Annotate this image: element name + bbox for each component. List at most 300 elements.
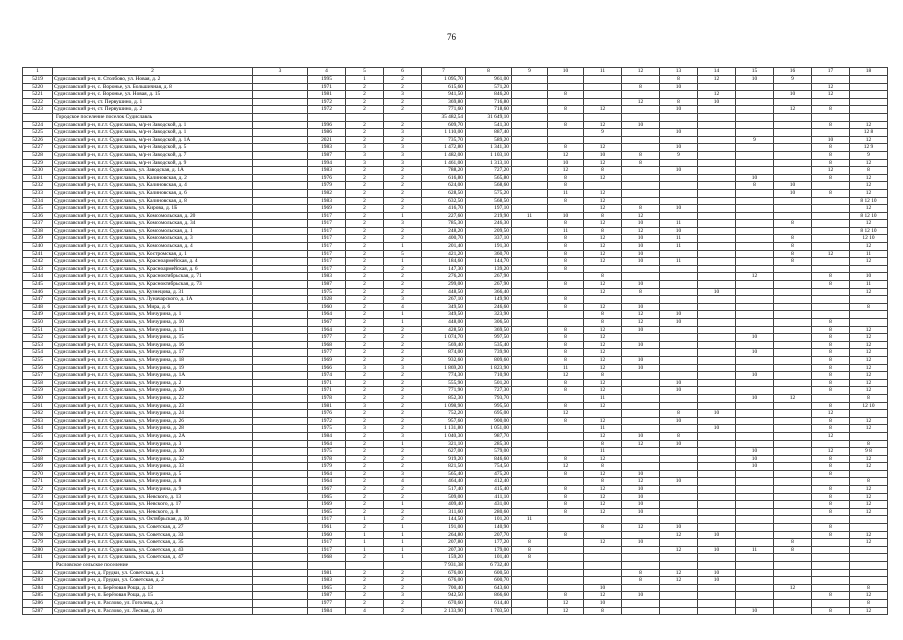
period-cell: 12 — [584, 432, 622, 440]
period-cell — [622, 129, 660, 137]
period-cell — [660, 341, 698, 349]
entrances: 2 — [384, 356, 422, 364]
living-area: 306,50 — [466, 319, 512, 327]
period-cell: 12 — [850, 326, 888, 334]
year-built: 2021 — [308, 136, 346, 144]
row-number: 5268 — [23, 455, 53, 463]
floors: 2 — [346, 341, 384, 349]
row-number: 5234 — [23, 197, 53, 205]
address: Судиславский р-н, д. Грудки, ул. Советская, д. 1 — [53, 569, 253, 577]
period-cell — [812, 546, 850, 554]
period-cell: 8 — [548, 486, 584, 494]
living-area: 149,90 — [466, 296, 512, 304]
period-cell — [736, 516, 774, 524]
cell — [253, 592, 308, 600]
period-cell — [698, 470, 736, 478]
living-area: 727,30 — [466, 387, 512, 395]
total-area: 852,30 — [422, 394, 466, 402]
floors: 4 — [346, 607, 384, 615]
period-cell — [850, 577, 888, 585]
entrances: 2 — [384, 273, 422, 281]
period-cell — [512, 265, 548, 273]
period-cell: 10 — [622, 258, 660, 266]
period-cell — [736, 83, 774, 91]
period-cell: 8 — [584, 524, 622, 532]
table-row — [23, 311, 888, 319]
column-number: 18 — [850, 68, 888, 76]
period-cell — [548, 440, 584, 448]
period-cell: 8 — [548, 341, 584, 349]
total-area: 1 131,80 — [422, 425, 466, 433]
entrances: 2 — [384, 121, 422, 129]
floors: 1 — [346, 531, 384, 539]
period-cell: 8 — [812, 273, 850, 281]
period-cell — [622, 136, 660, 144]
address: Судиславский р-н, п.г.т. Судиславль, ул. Советская, д. 35 — [53, 539, 253, 547]
period-cell — [812, 113, 850, 121]
period-cell: 10 — [622, 250, 660, 258]
period-cell — [698, 372, 736, 380]
period-cell: 10 — [736, 394, 774, 402]
address: Судиславский р-н, п.г.т. Судиславль, ул. Мичурина, д. 28 — [53, 425, 253, 433]
floors: 2 — [346, 387, 384, 395]
period-cell — [660, 501, 698, 509]
period-cell — [850, 516, 888, 524]
period-cell — [698, 174, 736, 182]
row-number: 5284 — [23, 584, 53, 592]
period-cell: 12 — [622, 524, 660, 532]
total-area: 400,70 — [422, 235, 466, 243]
entrances — [384, 562, 422, 570]
living-area: 535,40 — [466, 341, 512, 349]
period-cell — [512, 220, 548, 228]
address: Судиславский р-н, п.г.т. Судиславль, ул. Калиновская, д. 4 — [53, 182, 253, 190]
period-cell: 8 — [812, 470, 850, 478]
row-number: 5277 — [23, 524, 53, 532]
row-number: 5280 — [23, 546, 53, 554]
total-area: 349,50 — [422, 303, 466, 311]
floors: 2 — [346, 98, 384, 106]
year-built: 1975 — [308, 288, 346, 296]
period-cell: 12 — [584, 250, 622, 258]
period-cell: 12 — [850, 243, 888, 251]
floors: 2 — [346, 493, 384, 501]
row-number: 5279 — [23, 539, 53, 547]
period-cell — [698, 584, 736, 592]
period-cell — [512, 592, 548, 600]
entrances: 2 — [384, 83, 422, 91]
living-area: 267,90 — [466, 273, 512, 281]
period-cell — [660, 508, 698, 516]
period-cell — [698, 402, 736, 410]
table-row — [23, 319, 888, 327]
living-area: 369,50 — [466, 326, 512, 334]
row-number: 5242 — [23, 258, 53, 266]
table-row — [23, 91, 888, 99]
total-area: 2 133,90 — [422, 607, 466, 615]
period-cell — [622, 174, 660, 182]
period-cell: 10 — [774, 189, 812, 197]
row-number: 5231 — [23, 174, 53, 182]
period-cell: 12 — [774, 394, 812, 402]
page-number: 76 — [447, 32, 456, 42]
entrances: 2 — [384, 167, 422, 175]
cell — [253, 531, 308, 539]
year-built: 1964 — [308, 440, 346, 448]
cell — [253, 425, 308, 433]
period-cell: 12 — [850, 341, 888, 349]
table-row — [23, 508, 888, 516]
period-cell: 12 — [622, 440, 660, 448]
cell — [253, 136, 308, 144]
entrances: 2 — [384, 402, 422, 410]
period-cell — [698, 319, 736, 327]
entrances: 1 — [384, 311, 422, 319]
period-cell: 12 — [584, 174, 622, 182]
total-area: 144,50 — [422, 516, 466, 524]
period-cell — [774, 607, 812, 615]
period-cell: 10 — [622, 341, 660, 349]
row-number: 5254 — [23, 349, 53, 357]
period-cell: 12 — [850, 379, 888, 387]
table-row — [23, 432, 888, 440]
cell — [253, 486, 308, 494]
cell — [253, 440, 308, 448]
period-cell — [774, 554, 812, 562]
period-cell: 11 — [548, 189, 584, 197]
period-cell — [622, 144, 660, 152]
entrances: 1 — [384, 524, 422, 532]
period-cell — [660, 554, 698, 562]
table-row — [23, 448, 888, 456]
table-row — [23, 539, 888, 547]
column-number: 14 — [698, 68, 736, 76]
period-cell — [812, 212, 850, 220]
period-cell: 8 — [548, 106, 584, 114]
period-cell: 8 — [812, 417, 850, 425]
address: Судиславский р-н, п.г.т. Судиславль, м/р-н Заводской, д. 1 — [53, 121, 253, 129]
period-cell — [548, 554, 584, 562]
floors: 2 — [346, 584, 384, 592]
period-cell: 8 — [548, 592, 584, 600]
row-number: 5248 — [23, 303, 53, 311]
total-area: 628,50 — [422, 189, 466, 197]
total-area: 1 098,90 — [422, 402, 466, 410]
period-cell: 12 — [548, 607, 584, 615]
address: Судиславский р-н, п.г.т. Судиславль, ул. Комсомольская, д. 34 — [53, 220, 253, 228]
period-cell — [584, 577, 622, 585]
period-cell: 12 — [850, 174, 888, 182]
period-cell — [698, 113, 736, 121]
period-cell — [660, 182, 698, 190]
entrances: 2 — [384, 227, 422, 235]
column-number: 5 — [346, 68, 384, 76]
period-cell — [736, 402, 774, 410]
year-built: 1976 — [308, 410, 346, 418]
period-cell: 8 — [812, 379, 850, 387]
period-cell: 8 — [812, 349, 850, 357]
living-area: 600,50 — [466, 569, 512, 577]
period-cell — [512, 372, 548, 380]
period-cell — [774, 417, 812, 425]
entrances: 2 — [384, 584, 422, 592]
period-cell — [622, 463, 660, 471]
living-area: 139,20 — [466, 265, 512, 273]
table-row — [23, 258, 888, 266]
period-cell — [584, 562, 622, 570]
period-cell — [622, 394, 660, 402]
period-cell: 12 — [850, 508, 888, 516]
entrances: 1 — [384, 531, 422, 539]
period-cell — [812, 265, 850, 273]
column-number: 15 — [736, 68, 774, 76]
period-cell: 10 — [698, 410, 736, 418]
living-area: 997,50 — [466, 334, 512, 342]
period-cell — [736, 296, 774, 304]
total-area: 147,30 — [422, 265, 466, 273]
year-built: 1917 — [308, 243, 346, 251]
period-cell — [736, 319, 774, 327]
cell — [253, 334, 308, 342]
period-cell — [698, 478, 736, 486]
table-row — [23, 205, 888, 213]
entrances: 3 — [384, 470, 422, 478]
period-cell — [698, 440, 736, 448]
row-number: 5258 — [23, 379, 53, 387]
year-built: 1972 — [308, 106, 346, 114]
period-cell — [512, 394, 548, 402]
period-cell — [774, 440, 812, 448]
floors: 2 — [346, 91, 384, 99]
period-cell: 11 — [584, 425, 622, 433]
period-cell — [622, 599, 660, 607]
period-cell — [622, 448, 660, 456]
table-row — [23, 98, 888, 106]
entrances: 2 — [384, 508, 422, 516]
year-built: 1983 — [308, 577, 346, 585]
period-cell: 10 — [660, 478, 698, 486]
period-cell: 8 — [548, 531, 584, 539]
entrances: 2 — [384, 98, 422, 106]
period-cell — [512, 417, 548, 425]
floors: 1 — [346, 516, 384, 524]
living-area: 411,10 — [466, 493, 512, 501]
period-cell — [774, 577, 812, 585]
period-cell: 12 — [548, 463, 584, 471]
period-cell: 8 — [548, 417, 584, 425]
period-cell — [548, 516, 584, 524]
period-cell: 8 — [622, 205, 660, 213]
period-cell: 12 — [584, 508, 622, 516]
entrances: 2 — [384, 106, 422, 114]
period-cell: 8 — [584, 167, 622, 175]
table-row — [23, 227, 888, 235]
table-row — [23, 281, 888, 289]
period-cell: 10 — [850, 273, 888, 281]
period-cell: 8 — [548, 243, 584, 251]
period-cell — [660, 372, 698, 380]
total-area: 248,20 — [422, 227, 466, 235]
table-row — [23, 356, 888, 364]
address: Судиславский р-н, п.г.т. Судиславль, ул. Мичурина, д. 32 — [53, 455, 253, 463]
period-cell: 12 — [622, 212, 660, 220]
year-built: 1978 — [308, 455, 346, 463]
year-built: 1917 — [308, 265, 346, 273]
entrances: 2 — [384, 136, 422, 144]
period-cell: 8 — [660, 98, 698, 106]
row-number: 5281 — [23, 554, 53, 562]
period-cell — [774, 98, 812, 106]
period-cell — [512, 136, 548, 144]
floors: 3 — [346, 425, 384, 433]
period-cell — [512, 387, 548, 395]
table-row — [23, 273, 888, 281]
year-built: 1975 — [308, 448, 346, 456]
cell — [253, 524, 308, 532]
entrances: 2 — [384, 425, 422, 433]
period-cell — [622, 76, 660, 84]
period-cell: 10 — [774, 182, 812, 190]
floors: 2 — [346, 197, 384, 205]
period-cell — [774, 121, 812, 129]
year-built: 1972 — [308, 98, 346, 106]
period-cell — [622, 167, 660, 175]
cell — [253, 349, 308, 357]
period-cell: 12 — [622, 311, 660, 319]
period-cell — [660, 334, 698, 342]
total-area: 509,00 — [422, 493, 466, 501]
total-area: 565,40 — [422, 470, 466, 478]
period-cell — [698, 197, 736, 205]
cell — [253, 220, 308, 228]
period-cell — [512, 121, 548, 129]
address: Судиславский р-н, п.г.т. Судиславль, ул. Мичурина, д. 19 — [53, 364, 253, 372]
year-built: 1917 — [308, 546, 346, 554]
period-cell: 8 — [622, 288, 660, 296]
period-cell: 10 — [584, 151, 622, 159]
period-cell — [512, 205, 548, 213]
period-cell — [774, 296, 812, 304]
total-area: 299,00 — [422, 281, 466, 289]
period-cell — [698, 205, 736, 213]
floors: 2 — [346, 205, 384, 213]
period-cell — [850, 91, 888, 99]
table-row — [23, 394, 888, 402]
period-cell — [660, 349, 698, 357]
year-built: 1971 — [308, 379, 346, 387]
period-cell — [774, 136, 812, 144]
address: Судиславский р-н, п.г.т. Судиславль, ул. Невского, д. 8 — [53, 508, 253, 516]
period-cell — [736, 235, 774, 243]
total-area: 349,50 — [422, 311, 466, 319]
entrances: 3 — [384, 220, 422, 228]
period-cell — [512, 227, 548, 235]
year-built: 1977 — [308, 334, 346, 342]
living-area: 900,00 — [466, 417, 512, 425]
living-area: 144,70 — [466, 258, 512, 266]
period-cell — [622, 372, 660, 380]
address: Судиславский р-н, п.г.т. Судиславль, ул. Комсомольская, д. 4 — [53, 243, 253, 251]
cell — [253, 364, 308, 372]
table-row — [23, 524, 888, 532]
total-area: 788,20 — [422, 167, 466, 175]
cell — [253, 372, 308, 380]
entrances: 2 — [384, 607, 422, 615]
period-cell — [512, 607, 548, 615]
period-cell: 8 — [622, 569, 660, 577]
period-cell — [736, 493, 774, 501]
period-cell: 8 — [548, 326, 584, 334]
address: Судиславский р-н, п.г.т. Судиславль, ул. Костромская, д. 1 — [53, 250, 253, 258]
period-cell: 8 — [548, 265, 584, 273]
year-built: 1961 — [308, 524, 346, 532]
table-row — [23, 288, 888, 296]
period-cell — [660, 281, 698, 289]
period-cell — [736, 486, 774, 494]
period-cell — [736, 189, 774, 197]
entrances: 2 — [384, 379, 422, 387]
period-cell: 10 — [660, 379, 698, 387]
address: Судиславский р-н, п.г.т. Судиславль, ул. Мичурина, д. 22 — [53, 394, 253, 402]
floors: 2 — [346, 432, 384, 440]
period-cell — [622, 410, 660, 418]
period-cell: 12 — [812, 410, 850, 418]
period-cell: 8 — [812, 189, 850, 197]
period-cell: 12 — [548, 372, 584, 380]
row-number: 5252 — [23, 334, 53, 342]
period-cell — [774, 592, 812, 600]
period-cell — [622, 531, 660, 539]
column-number: 6 — [384, 68, 422, 76]
period-cell: 8 — [548, 455, 584, 463]
period-cell: 12 — [584, 539, 622, 547]
year-built: 1975 — [308, 425, 346, 433]
living-area: 643,60 — [466, 584, 512, 592]
period-cell: 11 — [660, 258, 698, 266]
period-cell: 10 — [698, 546, 736, 554]
period-cell — [584, 91, 622, 99]
living-area: 739,90 — [466, 349, 512, 357]
table-row — [23, 516, 888, 524]
period-cell — [660, 174, 698, 182]
period-cell — [774, 319, 812, 327]
floors: 2 — [346, 273, 384, 281]
period-cell — [736, 524, 774, 532]
table-row — [23, 212, 888, 220]
period-cell — [774, 159, 812, 167]
living-area: 501,20 — [466, 379, 512, 387]
period-cell — [698, 273, 736, 281]
table-row — [23, 136, 888, 144]
period-cell: 11 — [584, 394, 622, 402]
cell — [253, 258, 308, 266]
period-cell: 12 — [850, 486, 888, 494]
period-cell — [698, 129, 736, 137]
period-cell — [812, 243, 850, 251]
period-cell: 10 — [660, 205, 698, 213]
year-built: 1974 — [308, 372, 346, 380]
address: Судиславский р-н, п. Берёзовая Роща, д. 13 — [53, 584, 253, 592]
total-area: 1 869,20 — [422, 364, 466, 372]
period-cell: 8 — [850, 599, 888, 607]
living-area: 6 732,40 — [466, 562, 512, 570]
floors: 2 — [346, 303, 384, 311]
total-area: 676,00 — [422, 577, 466, 585]
floors: 1 — [346, 76, 384, 84]
period-cell: 8 — [812, 319, 850, 327]
period-cell — [660, 212, 698, 220]
cell — [253, 463, 308, 471]
